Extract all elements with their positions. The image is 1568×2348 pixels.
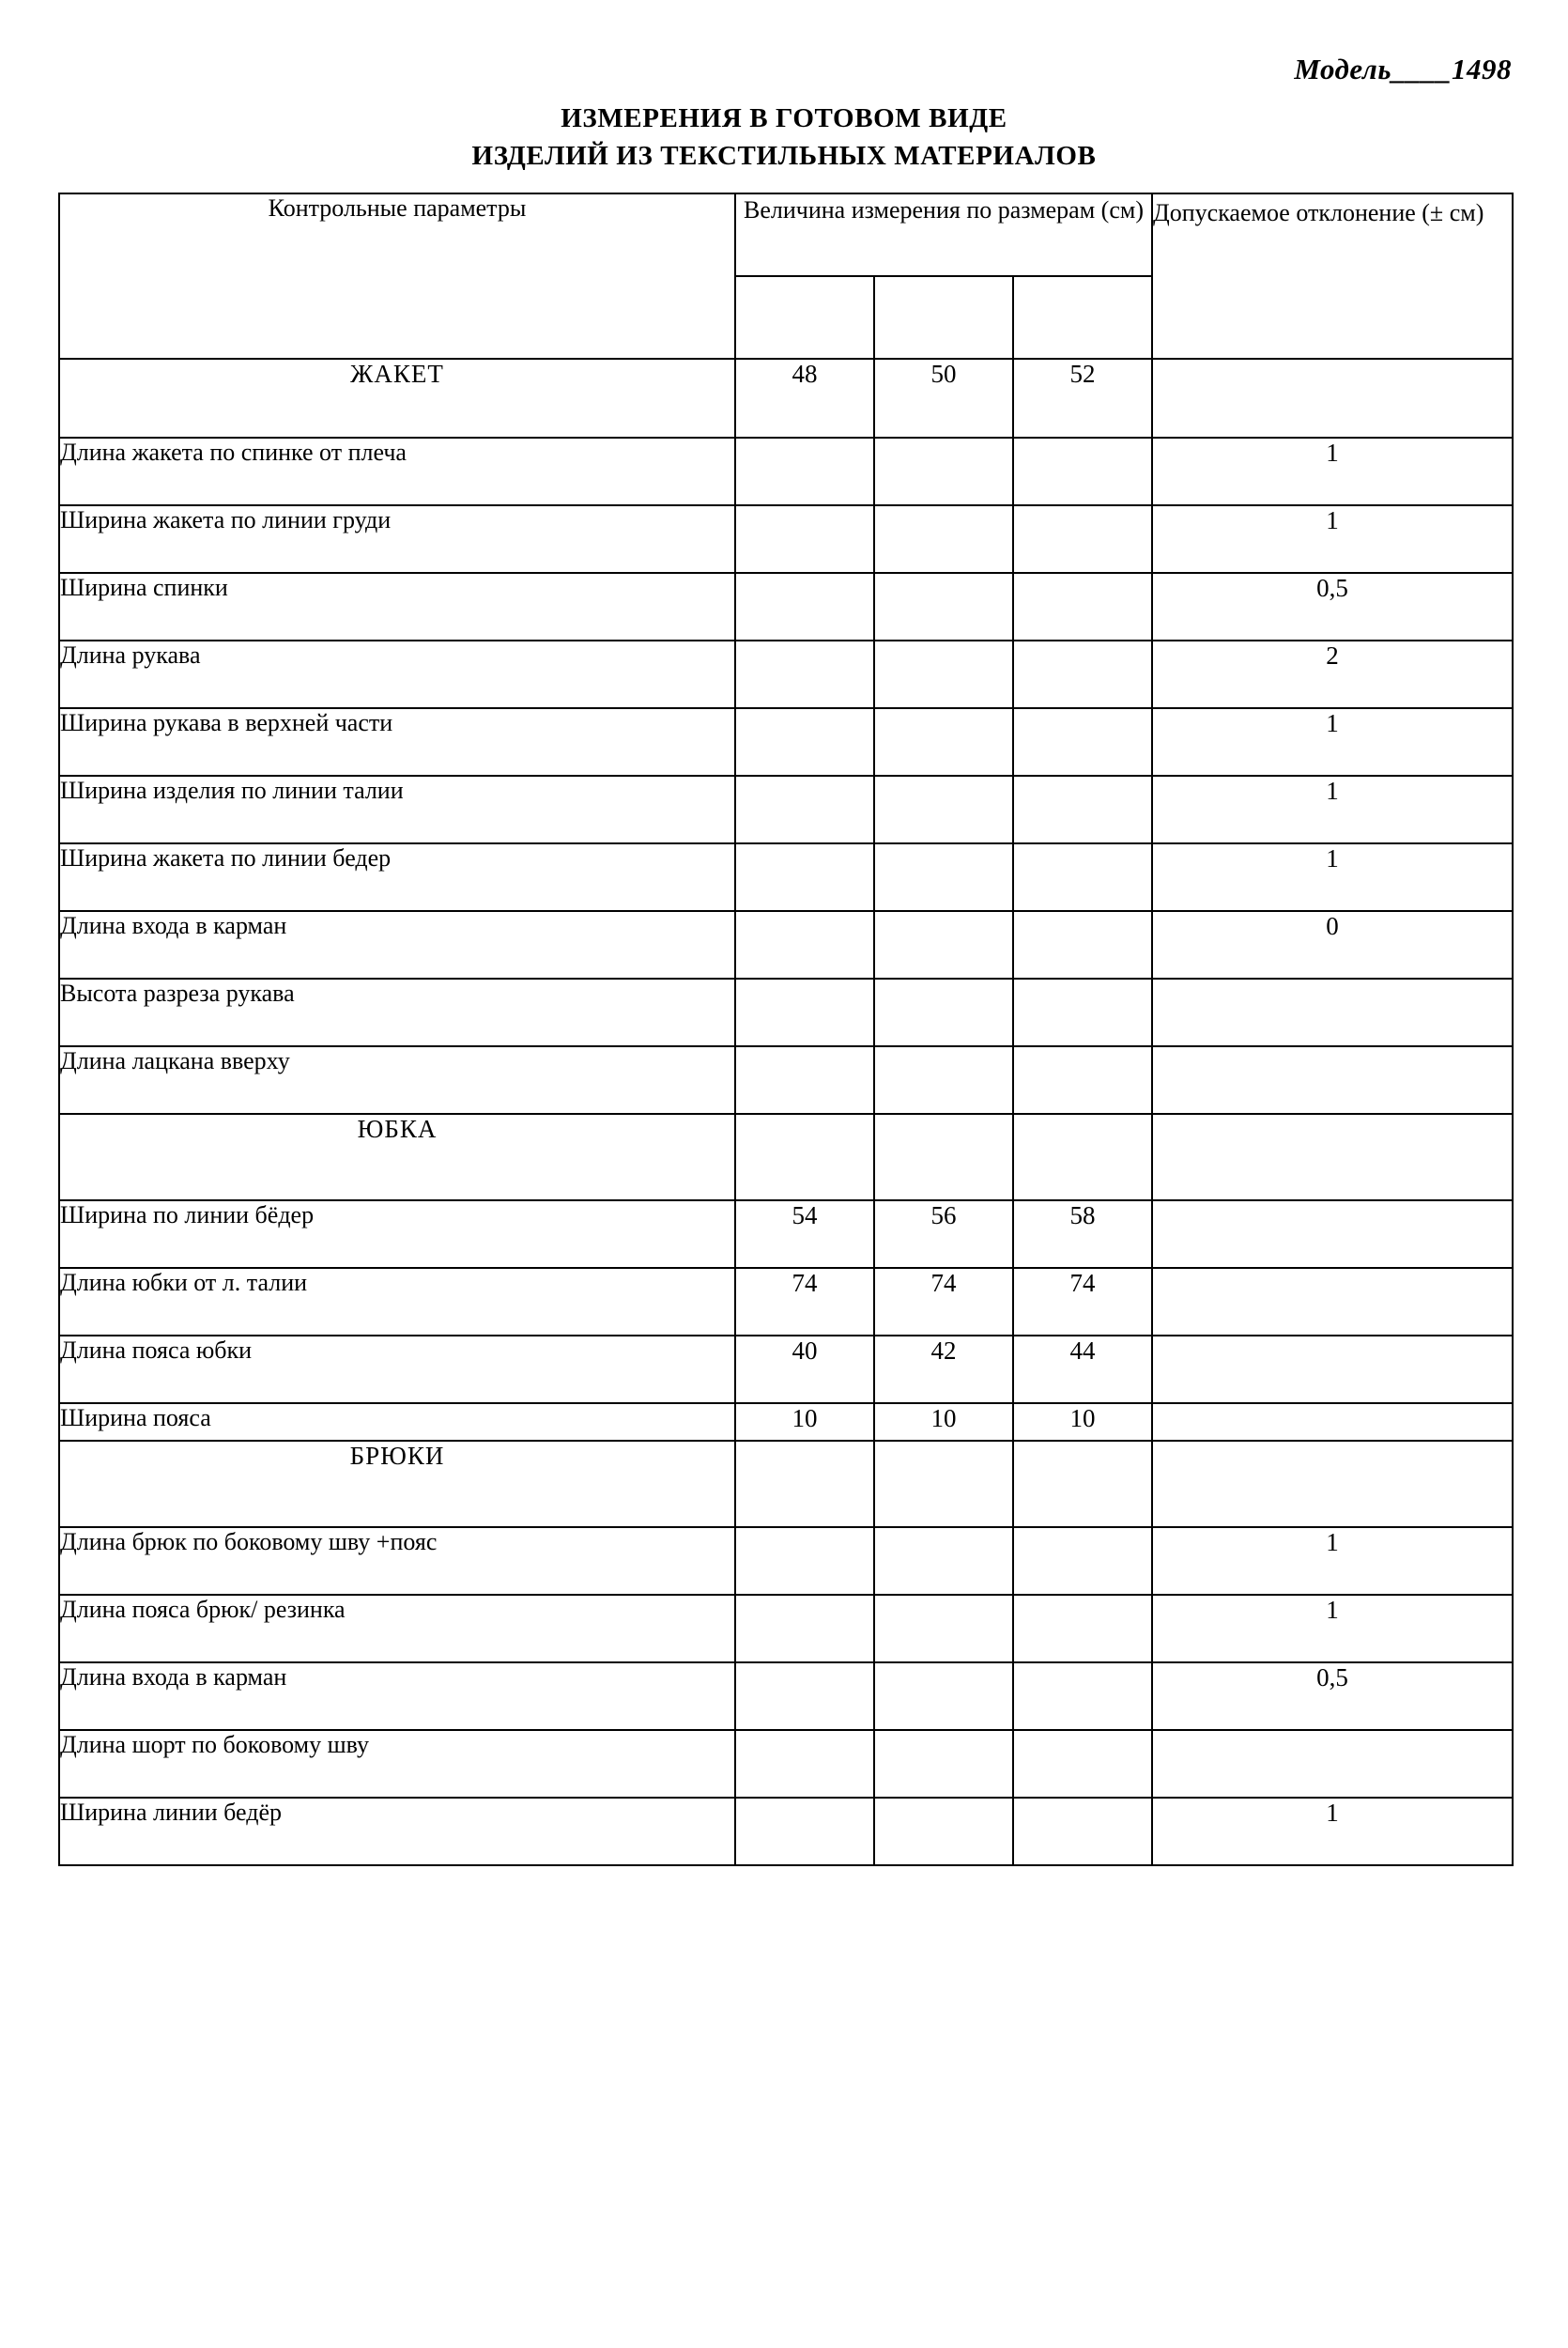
parameter-label: Ширина по линии бёдер <box>59 1200 735 1268</box>
section-label: БРЮКИ <box>59 1441 735 1527</box>
table-row <box>59 438 1513 505</box>
measurement-value-3[interactable] <box>1013 979 1152 1046</box>
deviation-value[interactable]: 1 <box>1152 1595 1513 1662</box>
measurement-value-2[interactable]: 56 <box>874 1200 1013 1268</box>
measurement-value-1[interactable] <box>735 641 874 708</box>
deviation-value[interactable]: 0,5 <box>1152 573 1513 641</box>
measurement-value-3[interactable] <box>1013 438 1152 505</box>
measurement-value-3[interactable] <box>1013 843 1152 911</box>
measurement-value-2[interactable] <box>874 776 1013 843</box>
table-row <box>59 1046 1513 1114</box>
deviation-value[interactable] <box>1152 1441 1513 1527</box>
parameter-label: Ширина рукава в верхней части <box>59 708 735 776</box>
measurement-value-2[interactable] <box>874 573 1013 641</box>
table-row <box>59 1200 1513 1268</box>
measurement-value-2[interactable] <box>874 911 1013 979</box>
table-row <box>59 1595 1513 1662</box>
measurement-value-2[interactable] <box>874 505 1013 573</box>
measurement-value-1[interactable] <box>735 911 874 979</box>
deviation-value[interactable]: 1 <box>1152 438 1513 505</box>
deviation-value[interactable]: 1 <box>1152 776 1513 843</box>
measurement-value-1[interactable]: 54 <box>735 1200 874 1268</box>
parameter-label: Длина лацкана вверху <box>59 1046 735 1114</box>
table-row <box>59 708 1513 776</box>
measurement-value-2[interactable] <box>874 1527 1013 1595</box>
model-number: Модель____1498 <box>1294 53 1512 85</box>
measurement-value-1[interactable] <box>735 843 874 911</box>
measurement-value-3[interactable]: 74 <box>1013 1268 1152 1336</box>
column-header-sizes: Величина измерения по размерам (см) <box>735 193 1152 276</box>
measurement-value-2[interactable] <box>874 438 1013 505</box>
measurement-value-1[interactable] <box>735 1595 874 1662</box>
table-row <box>59 1798 1513 1865</box>
section-header-row <box>59 359 1513 438</box>
deviation-value[interactable]: 0,5 <box>1152 1662 1513 1730</box>
measurement-value-2[interactable] <box>874 641 1013 708</box>
parameter-label: Длина пояса юбки <box>59 1336 735 1403</box>
deviation-value[interactable] <box>1152 1336 1513 1403</box>
measurement-value-3[interactable] <box>1013 776 1152 843</box>
parameter-label: Длина входа в карман <box>59 911 735 979</box>
table-row <box>59 1527 1513 1595</box>
measurement-value-2[interactable] <box>874 708 1013 776</box>
section-size-3[interactable] <box>1013 1114 1152 1200</box>
measurement-value-1[interactable] <box>735 1527 874 1595</box>
deviation-value[interactable] <box>1152 359 1513 438</box>
measurement-value-2[interactable] <box>874 843 1013 911</box>
measurement-value-3[interactable] <box>1013 573 1152 641</box>
parameter-label: Ширина спинки <box>59 573 735 641</box>
measurement-value-2[interactable] <box>874 1730 1013 1798</box>
section-size-3[interactable] <box>1013 1441 1152 1527</box>
section-size-1[interactable] <box>735 1114 874 1200</box>
size-slot-2-header <box>874 276 1013 359</box>
table-row <box>59 641 1513 708</box>
measurement-value-1[interactable] <box>735 505 874 573</box>
deviation-value[interactable]: 1 <box>1152 1798 1513 1865</box>
table-header <box>59 193 1513 359</box>
parameter-label: Высота разреза рукава <box>59 979 735 1046</box>
measurement-value-2[interactable] <box>874 1798 1013 1865</box>
measurement-value-1[interactable] <box>735 573 874 641</box>
section-size-2[interactable] <box>874 1114 1013 1200</box>
measurement-value-3[interactable] <box>1013 641 1152 708</box>
parameter-label: Ширина жакета по линии груди <box>59 505 735 573</box>
section-header-row <box>59 1114 1513 1200</box>
measurement-value-2[interactable] <box>874 1662 1013 1730</box>
measurement-value-3[interactable] <box>1013 708 1152 776</box>
measurement-value-3[interactable] <box>1013 911 1152 979</box>
size-slot-1-header <box>735 276 874 359</box>
measurement-value-1[interactable] <box>735 1798 874 1865</box>
measurement-value-1[interactable] <box>735 1046 874 1114</box>
deviation-value[interactable] <box>1152 1403 1513 1441</box>
table-row <box>59 1403 1513 1441</box>
deviation-value[interactable] <box>1152 1268 1513 1336</box>
section-header-row <box>59 1441 1513 1527</box>
parameter-label: Ширина пояса <box>59 1403 735 1441</box>
measurements-table-wrapper <box>58 193 1512 1866</box>
table-row <box>59 505 1513 573</box>
measurement-value-3[interactable] <box>1013 1730 1152 1798</box>
measurement-value-1[interactable] <box>735 979 874 1046</box>
table-row <box>59 979 1513 1046</box>
measurement-value-3[interactable] <box>1013 1595 1152 1662</box>
deviation-value[interactable] <box>1152 979 1513 1046</box>
table-header-row-main <box>59 193 1513 276</box>
table-row <box>59 573 1513 641</box>
parameter-label: Ширина изделия по линии талии <box>59 776 735 843</box>
section-size-2[interactable]: 50 <box>874 359 1013 438</box>
deviation-value[interactable]: 1 <box>1152 505 1513 573</box>
section-label: ЮБКА <box>59 1114 735 1200</box>
measurement-value-2[interactable] <box>874 1595 1013 1662</box>
table-row <box>59 1336 1513 1403</box>
deviation-value[interactable]: 2 <box>1152 641 1513 708</box>
measurement-value-1[interactable]: 10 <box>735 1403 874 1441</box>
measurement-value-1[interactable] <box>735 1662 874 1730</box>
measurement-value-1[interactable] <box>735 1730 874 1798</box>
measurement-value-3[interactable] <box>1013 1527 1152 1595</box>
deviation-value[interactable]: 1 <box>1152 843 1513 911</box>
table-row <box>59 911 1513 979</box>
section-label: ЖАКЕТ <box>59 359 735 438</box>
measurement-value-3[interactable] <box>1013 1662 1152 1730</box>
parameter-label: Длина пояса брюк/ резинка <box>59 1595 735 1662</box>
parameter-label: Длина входа в карман <box>59 1662 735 1730</box>
measurement-value-1[interactable] <box>735 438 874 505</box>
table-row <box>59 1268 1513 1336</box>
table-row <box>59 1730 1513 1798</box>
page-title <box>0 100 1568 175</box>
measurement-value-3[interactable] <box>1013 1798 1152 1865</box>
measurement-value-3[interactable]: 58 <box>1013 1200 1152 1268</box>
measurement-value-1[interactable] <box>735 708 874 776</box>
section-size-1[interactable] <box>735 1441 874 1527</box>
page-title-line-2: ИЗДЕЛИЙ ИЗ ТЕКСТИЛЬНЫХ МАТЕРИАЛОВ <box>471 141 1097 171</box>
measurement-value-3[interactable] <box>1013 505 1152 573</box>
section-size-3[interactable]: 52 <box>1013 359 1152 438</box>
deviation-value[interactable] <box>1152 1046 1513 1114</box>
deviation-value[interactable]: 1 <box>1152 708 1513 776</box>
measurement-value-2[interactable] <box>874 979 1013 1046</box>
section-size-2[interactable] <box>874 1441 1013 1527</box>
measurement-value-1[interactable]: 40 <box>735 1336 874 1403</box>
parameter-label: Ширина линии бедёр <box>59 1798 735 1865</box>
table-row <box>59 776 1513 843</box>
page-title-line-1: ИЗМЕРЕНИЯ В ГОТОВОМ ВИДЕ <box>561 103 1007 133</box>
parameter-label: Длина брюк по боковому шву +пояс <box>59 1527 735 1595</box>
table-row <box>59 843 1513 911</box>
measurement-value-2[interactable]: 42 <box>874 1336 1013 1403</box>
measurement-value-2[interactable]: 10 <box>874 1403 1013 1441</box>
parameter-label: Длина юбки от л. талии <box>59 1268 735 1336</box>
deviation-value[interactable] <box>1152 1730 1513 1798</box>
deviation-value[interactable] <box>1152 1114 1513 1200</box>
measurement-value-3[interactable] <box>1013 1046 1152 1114</box>
deviation-value[interactable]: 1 <box>1152 1527 1513 1595</box>
measurement-value-3[interactable]: 10 <box>1013 1403 1152 1441</box>
column-header-deviation: Допускаемое отклонение (± см) <box>1152 193 1513 359</box>
table-body <box>59 359 1513 1865</box>
deviation-value[interactable] <box>1152 1200 1513 1268</box>
measurements-table <box>58 193 1514 1866</box>
parameter-label: Длина жакета по спинке от плеча <box>59 438 735 505</box>
measurement-value-1[interactable] <box>735 776 874 843</box>
parameter-label: Длина шорт по боковому шву <box>59 1730 735 1798</box>
size-slot-3-header <box>1013 276 1152 359</box>
table-row <box>59 1662 1513 1730</box>
measurement-value-2[interactable] <box>874 1046 1013 1114</box>
measurement-value-1[interactable]: 74 <box>735 1268 874 1336</box>
measurement-value-3[interactable]: 44 <box>1013 1336 1152 1403</box>
column-header-parameters: Контрольные параметры <box>59 193 735 359</box>
measurement-value-2[interactable]: 74 <box>874 1268 1013 1336</box>
deviation-value[interactable]: 0 <box>1152 911 1513 979</box>
parameter-label: Ширина жакета по линии бедер <box>59 843 735 911</box>
section-size-1[interactable]: 48 <box>735 359 874 438</box>
parameter-label: Длина рукава <box>59 641 735 708</box>
